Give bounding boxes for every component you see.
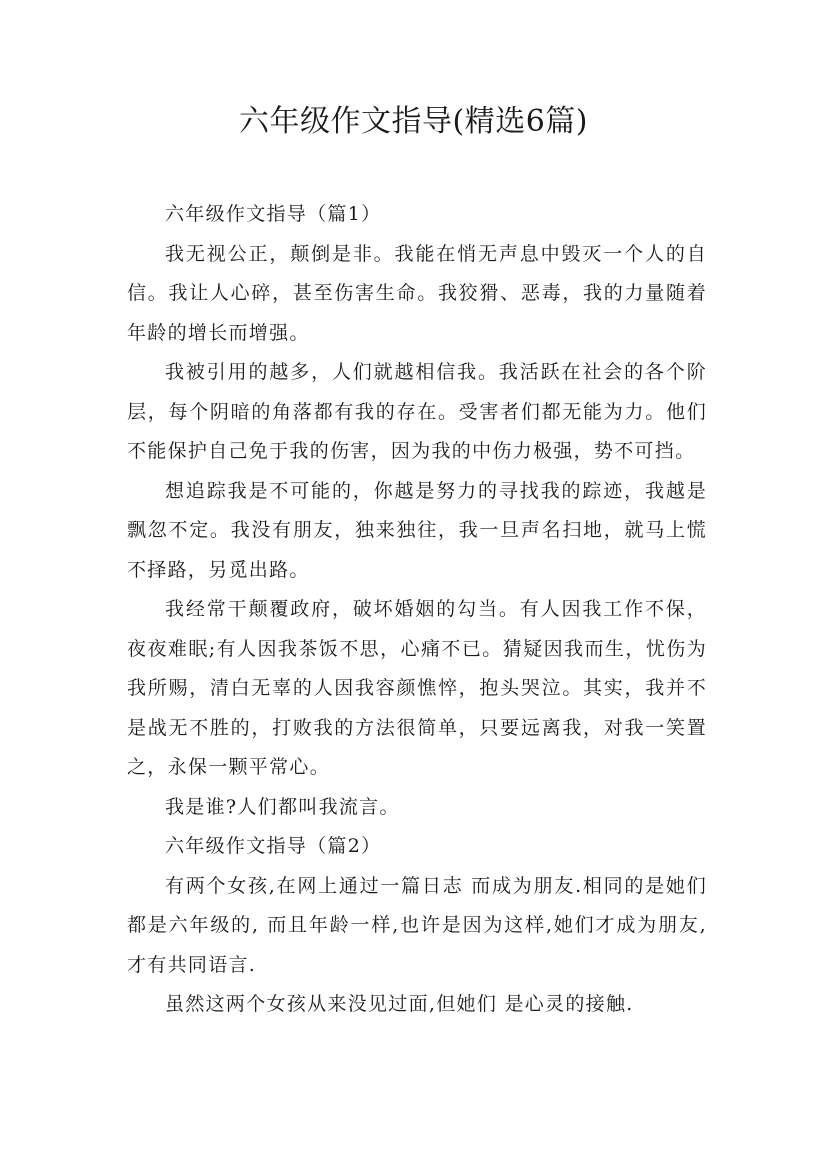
section-heading-1: 六年级作文指导（篇1）	[165, 203, 382, 225]
paragraph: 虽然这两个女孩从来没见过面,但她们 是心灵的接触.	[165, 993, 634, 1015]
document-body	[127, 195, 707, 1025]
document-title: 六年级作文指导(精选6篇)	[239, 104, 588, 139]
paragraph: 有两个女孩,在网上通过一篇日志 而成为朋友.相同的是她们都是六年级的, 而且年龄一样,也许是因为这样,她们才成为朋友,才有共同语言.	[127, 874, 707, 976]
paragraph: 想追踪我是不可能的，你越是努力的寻找我的踪迹，我越是飘忽不定。我没有朋友，独来独往，我一旦声名扫地，就马上慌不择路，另觅出路。	[127, 479, 707, 581]
paragraph: 我经常干颠覆政府，破坏婚姻的勾当。有人因我工作不保，夜夜难眠;有人因我茶饭不思，心痛不已。猜疑因我而生，忧伤为我所赐，清白无辜的人因我容颜憔悴，抱头哭泣。其实，我并不是战无不胜的，打败我的方法很简单，只要远离我，对我一笑置之，永保一颗平常心。	[127, 598, 707, 778]
section-heading-2: 六年级作文指导（篇2）	[165, 835, 382, 857]
paragraph: 我无视公正，颠倒是非。我能在悄无声息中毁灭一个人的自信。我让人心碎，甚至伤害生命。我狡猾、恶毒，我的力量随着年龄的增长而增强。	[127, 242, 707, 344]
paragraph: 我是谁?人们都叫我流言。	[165, 795, 400, 818]
paragraph: 我被引用的越多，人们就越相信我。我活跃在社会的各个阶层，每个阴暗的角落都有我的存在。受害者们都无能为力。他们不能保护自己免于我的伤害，因为我的中伤力极强，势不可挡。	[127, 361, 707, 462]
